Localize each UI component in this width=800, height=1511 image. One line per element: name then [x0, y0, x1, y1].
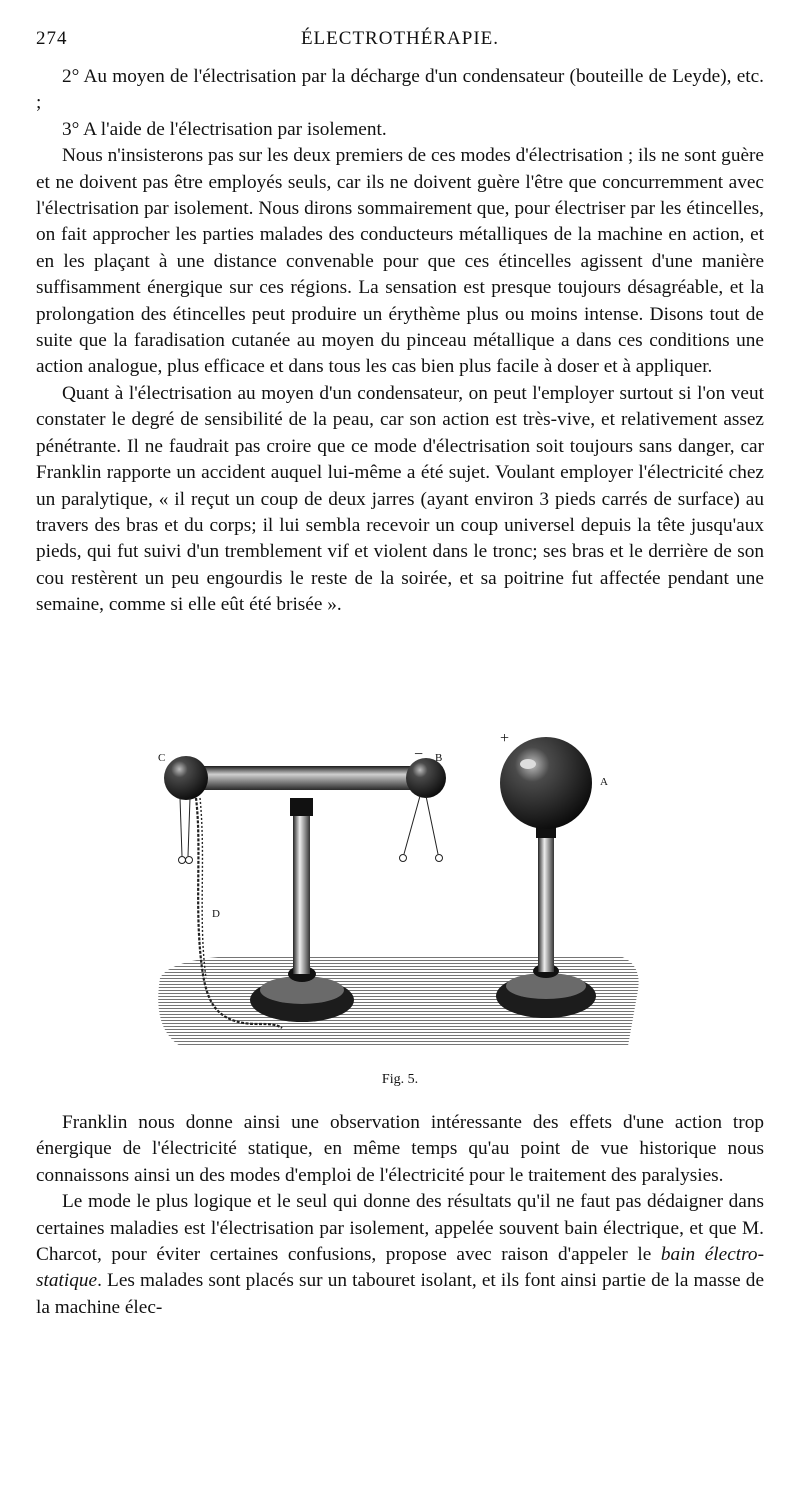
figure-electrostatic-apparatus — [150, 728, 650, 1058]
label-a: A — [600, 776, 608, 788]
paragraph: Quant à l'électrisation au moyen d'un condensateur, on peut l'employer surtout si l'on veut constater le degré de sensibilité de la peau, car son action est très-vive, et relativement assez pénétrante. Il ne faudrait pas croire que ce mode d'électrisation soit toujours sans danger, car Franklin rapporte un accident auquel lui-même a été sujet. Voulant employer l'électricité chez un paralytique, « il reçut un coup de deux jarres (ayant environ 3 pieds carrés de surface) au travers des bras et du corps; il lui sembla recevoir un coup universel depuis la tête jusqu'aux pieds, qui fut suivi d'un tremblement vif et violent dans le tronc; ses bras et le derrière de son cou restèrent un peu engourdis le reste de la soirée, et sa poitrine fut affectée pendant une semaine, comme si elle eût été brisée ». — [36, 382, 764, 616]
paragraph: 2° Au moyen de l'électrisation par la décharge d'un condensateur (bouteille de Leyde), etc. ; — [36, 66, 764, 114]
conductor-ball-c — [164, 756, 208, 800]
paragraph-with-italic — [36, 1189, 764, 1321]
label-minus: − — [414, 746, 424, 763]
paragraph: Franklin nous donne ainsi une observation intéressante des effets d'une action trop énergique de l'électricité statique, en même temps qu'au point de vue historique nous connaissons ainsi un des modes d'emploi de l'électricité pour le traitement des paralysies. — [36, 1112, 764, 1186]
conductor-ball-b — [406, 758, 446, 798]
conductor-ball-a — [500, 737, 592, 829]
prime-conductor-rod — [186, 766, 426, 790]
apparatus-engraving — [150, 728, 650, 1058]
right-glass-pillar — [538, 836, 554, 972]
running-title: ÉLECTROTHÉRAPIE. — [300, 28, 500, 49]
italic-term: bain électro-statique — [36, 1244, 764, 1292]
paragraph: 3° A l'aide de l'électrisation par isolement. — [62, 118, 387, 140]
text-run: . Les malades sont placés sur un tabouret isolant, et ils font ainsi partie de la masse de la machine élec- — [36, 1270, 764, 1318]
label-c: C — [158, 752, 166, 764]
left-glass-pillar — [293, 812, 310, 974]
text-block-bottom — [36, 1110, 764, 1321]
text-block-top — [36, 64, 764, 619]
label-d: D — [212, 908, 220, 920]
running-header — [36, 28, 764, 58]
paragraph: Nous n'insisterons pas sur les deux premiers de ces modes d'électrisation ; ils ne sont guère et ne doivent pas être employés seuls, car ils ne doivent guère l'être que concurremment avec l'électrisation par isolement. Nous dirons sommairement que, pour électriser par les étincelles, on fait approcher les parties malades des conducteurs métalliques de la machine en action, et en les plaçant à une distance convenable pour que ces étincelles agissent d'une manière suffisamment énergique sur ces régions. La sensation est presque toujours désagréable, et la prolongation des étincelles peut produire un érythème plus ou moins intense. Disons tout de suite que la faradisation cutanée au moyen du pinceau métallique a dans ces conditions une action analogue, plus efficace et dans tous les cas bien plus facile à doser et à appliquer. — [36, 145, 764, 378]
label-b: B — [435, 752, 443, 764]
label-plus: + — [500, 730, 510, 747]
figure-caption: Fig. 5. — [381, 1072, 419, 1087]
page-number: 274 — [36, 28, 68, 49]
text-run: Le mode le plus logique et le seul qui donne des résultats qu'il ne faut pas dédaigner dans certaines maladies est l'électrisation par isolement, appelée souvent bain électrique, et que M. Charcot, pour éviter certaines confusions, propose avec raison d'appeler le — [36, 1191, 764, 1266]
